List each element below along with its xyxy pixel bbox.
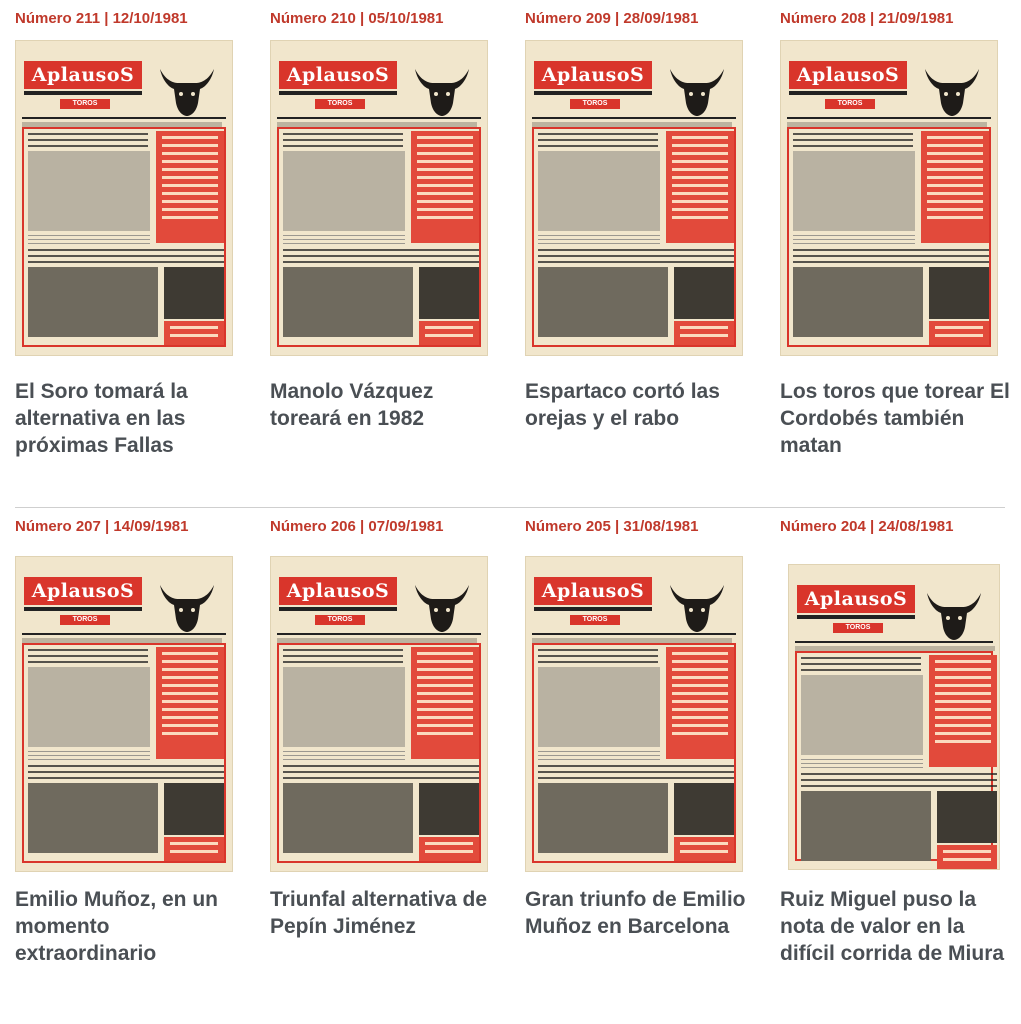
cover-portrait-photo [937, 791, 997, 843]
masthead-logo: AplausoS [797, 585, 915, 613]
cover-side-panel [666, 647, 734, 759]
issue-number-date[interactable]: Número 204 | 24/08/1981 [780, 518, 954, 535]
cover-side-panel [929, 655, 997, 767]
section-label: TOROS [570, 615, 620, 625]
masthead-underline [24, 607, 142, 611]
cover-bottom-panel [674, 837, 734, 861]
masthead-underline [797, 615, 915, 619]
cover-bottom-panel [164, 321, 224, 345]
masthead-logo: AplausoS [534, 577, 652, 605]
cover-main-photo [793, 151, 915, 231]
cover-subheadline [538, 249, 734, 263]
cover-main-photo [28, 151, 150, 231]
cover-second-photo [538, 783, 668, 853]
cover-side-panel [156, 647, 224, 759]
row-divider [15, 507, 1005, 508]
cover-rule [532, 117, 736, 119]
cover-subheadline [793, 249, 989, 263]
cover-portrait-photo [674, 783, 734, 835]
cover-portrait-photo [929, 267, 989, 319]
bull-head-icon [666, 63, 728, 117]
issue-headline[interactable]: El Soro tomará la alternativa en las próximas Fallas [15, 380, 188, 457]
issue-cover-image[interactable] [780, 40, 998, 356]
cover-caption [538, 235, 660, 245]
cover-second-photo [283, 783, 413, 853]
issue-cover-image[interactable] [15, 40, 233, 356]
cover-portrait-photo [164, 267, 224, 319]
cover-rule [22, 117, 226, 119]
issue-headline[interactable]: Ruiz Miguel puso la nota de valor en la difícil corrida de Miura [780, 888, 1005, 965]
cover-caption [28, 235, 150, 245]
issue-cover-image[interactable] [15, 556, 233, 872]
issue-headline[interactable]: Triunfal alternativa de Pepín Jiménez [270, 888, 488, 938]
issue-card[interactable] [15, 10, 255, 500]
cover-main-photo [538, 151, 660, 231]
cover-rule [795, 641, 993, 643]
cover-headline-block [801, 657, 921, 671]
bull-head-icon [411, 579, 473, 633]
cover-rule [277, 633, 481, 635]
issue-headline[interactable]: Manolo Vázquez toreará en 1982 [270, 380, 434, 430]
issue-card[interactable] [270, 10, 510, 500]
issue-number-date[interactable]: Número 211 | 12/10/1981 [15, 10, 188, 27]
issue-headline[interactable]: Emilio Muñoz, en un momento extraordinario [15, 888, 218, 965]
cover-caption [28, 751, 150, 761]
section-label: TOROS [825, 99, 875, 109]
masthead-underline [279, 91, 397, 95]
issue-cover-image[interactable] [788, 564, 1000, 870]
cover-caption [283, 751, 405, 761]
bull-head-icon [156, 579, 218, 633]
cover-second-photo [283, 267, 413, 337]
issue-card[interactable] [525, 10, 765, 500]
issue-headline[interactable]: Espartaco cortó las orejas y el rabo [525, 380, 720, 430]
masthead-logo: AplausoS [279, 61, 397, 89]
cover-side-panel [156, 131, 224, 243]
masthead-logo: AplausoS [534, 61, 652, 89]
cover-side-panel [411, 647, 479, 759]
cover-bottom-panel [419, 837, 479, 861]
section-label: TOROS [60, 99, 110, 109]
issue-number-date[interactable]: Número 208 | 21/09/1981 [780, 10, 954, 27]
cover-subheadline [28, 765, 224, 779]
cover-rule [787, 117, 991, 119]
masthead-logo: AplausoS [279, 577, 397, 605]
section-label: TOROS [833, 623, 883, 633]
issue-cover-image[interactable] [525, 556, 743, 872]
cover-main-photo [283, 667, 405, 747]
section-label: TOROS [570, 99, 620, 109]
bull-head-icon [923, 587, 985, 641]
issue-card[interactable] [780, 10, 1020, 500]
issue-cover-image[interactable] [525, 40, 743, 356]
issue-cover-image[interactable] [270, 40, 488, 356]
cover-portrait-photo [419, 267, 479, 319]
bull-head-icon [411, 63, 473, 117]
masthead-logo: AplausoS [789, 61, 907, 89]
cover-second-photo [28, 267, 158, 337]
cover-second-photo [538, 267, 668, 337]
cover-rule [22, 633, 226, 635]
cover-bottom-panel [937, 845, 997, 869]
bull-head-icon [666, 579, 728, 633]
issue-number-date[interactable]: Número 206 | 07/09/1981 [270, 518, 444, 535]
issue-number-date[interactable]: Número 209 | 28/09/1981 [525, 10, 699, 27]
issue-number-date[interactable]: Número 210 | 05/10/1981 [270, 10, 444, 27]
cover-headline-block [538, 649, 658, 663]
cover-caption [538, 751, 660, 761]
cover-portrait-photo [164, 783, 224, 835]
cover-bottom-panel [164, 837, 224, 861]
cover-headline-block [793, 133, 913, 147]
masthead-underline [279, 607, 397, 611]
issue-cover-image[interactable] [270, 556, 488, 872]
bull-head-icon [156, 63, 218, 117]
cover-rule [532, 633, 736, 635]
section-label: TOROS [315, 99, 365, 109]
issue-card[interactable] [270, 518, 510, 1008]
cover-subheadline [28, 249, 224, 263]
cover-side-panel [411, 131, 479, 243]
cover-main-photo [28, 667, 150, 747]
cover-bottom-panel [419, 321, 479, 345]
cover-main-photo [538, 667, 660, 747]
cover-headline-block [28, 649, 148, 663]
masthead-underline [534, 607, 652, 611]
cover-side-panel [666, 131, 734, 243]
section-label: TOROS [60, 615, 110, 625]
cover-headline-block [283, 133, 403, 147]
masthead-underline [789, 91, 907, 95]
cover-side-panel [921, 131, 989, 243]
cover-subheadline [283, 249, 479, 263]
masthead-underline [24, 91, 142, 95]
cover-portrait-photo [674, 267, 734, 319]
cover-headline-block [538, 133, 658, 147]
issue-number-date[interactable]: Número 205 | 31/08/1981 [525, 518, 699, 535]
cover-headline-block [28, 133, 148, 147]
issue-card[interactable] [525, 518, 765, 1008]
cover-subheadline [538, 765, 734, 779]
section-label: TOROS [315, 615, 365, 625]
cover-headline-block [283, 649, 403, 663]
cover-main-photo [801, 675, 923, 755]
cover-bottom-panel [674, 321, 734, 345]
cover-second-photo [801, 791, 931, 861]
cover-caption [283, 235, 405, 245]
masthead-logo: AplausoS [24, 577, 142, 605]
issue-card[interactable] [780, 518, 1020, 1008]
issue-number-date[interactable]: Número 207 | 14/09/1981 [15, 518, 189, 535]
cover-bottom-panel [929, 321, 989, 345]
cover-subheadline [283, 765, 479, 779]
cover-main-photo [283, 151, 405, 231]
cover-rule [277, 117, 481, 119]
masthead-logo: AplausoS [24, 61, 142, 89]
cover-second-photo [793, 267, 923, 337]
cover-caption [801, 759, 923, 769]
cover-second-photo [28, 783, 158, 853]
issue-card[interactable] [15, 518, 255, 1008]
issue-headline[interactable]: Gran triunfo de Emilio Muñoz en Barcelona [525, 888, 746, 938]
cover-portrait-photo [419, 783, 479, 835]
issue-headline[interactable]: Los toros que torear El Cordobés también matan [780, 380, 1010, 457]
cover-caption [793, 235, 915, 245]
masthead-underline [534, 91, 652, 95]
bull-head-icon [921, 63, 983, 117]
cover-subheadline [801, 773, 997, 787]
